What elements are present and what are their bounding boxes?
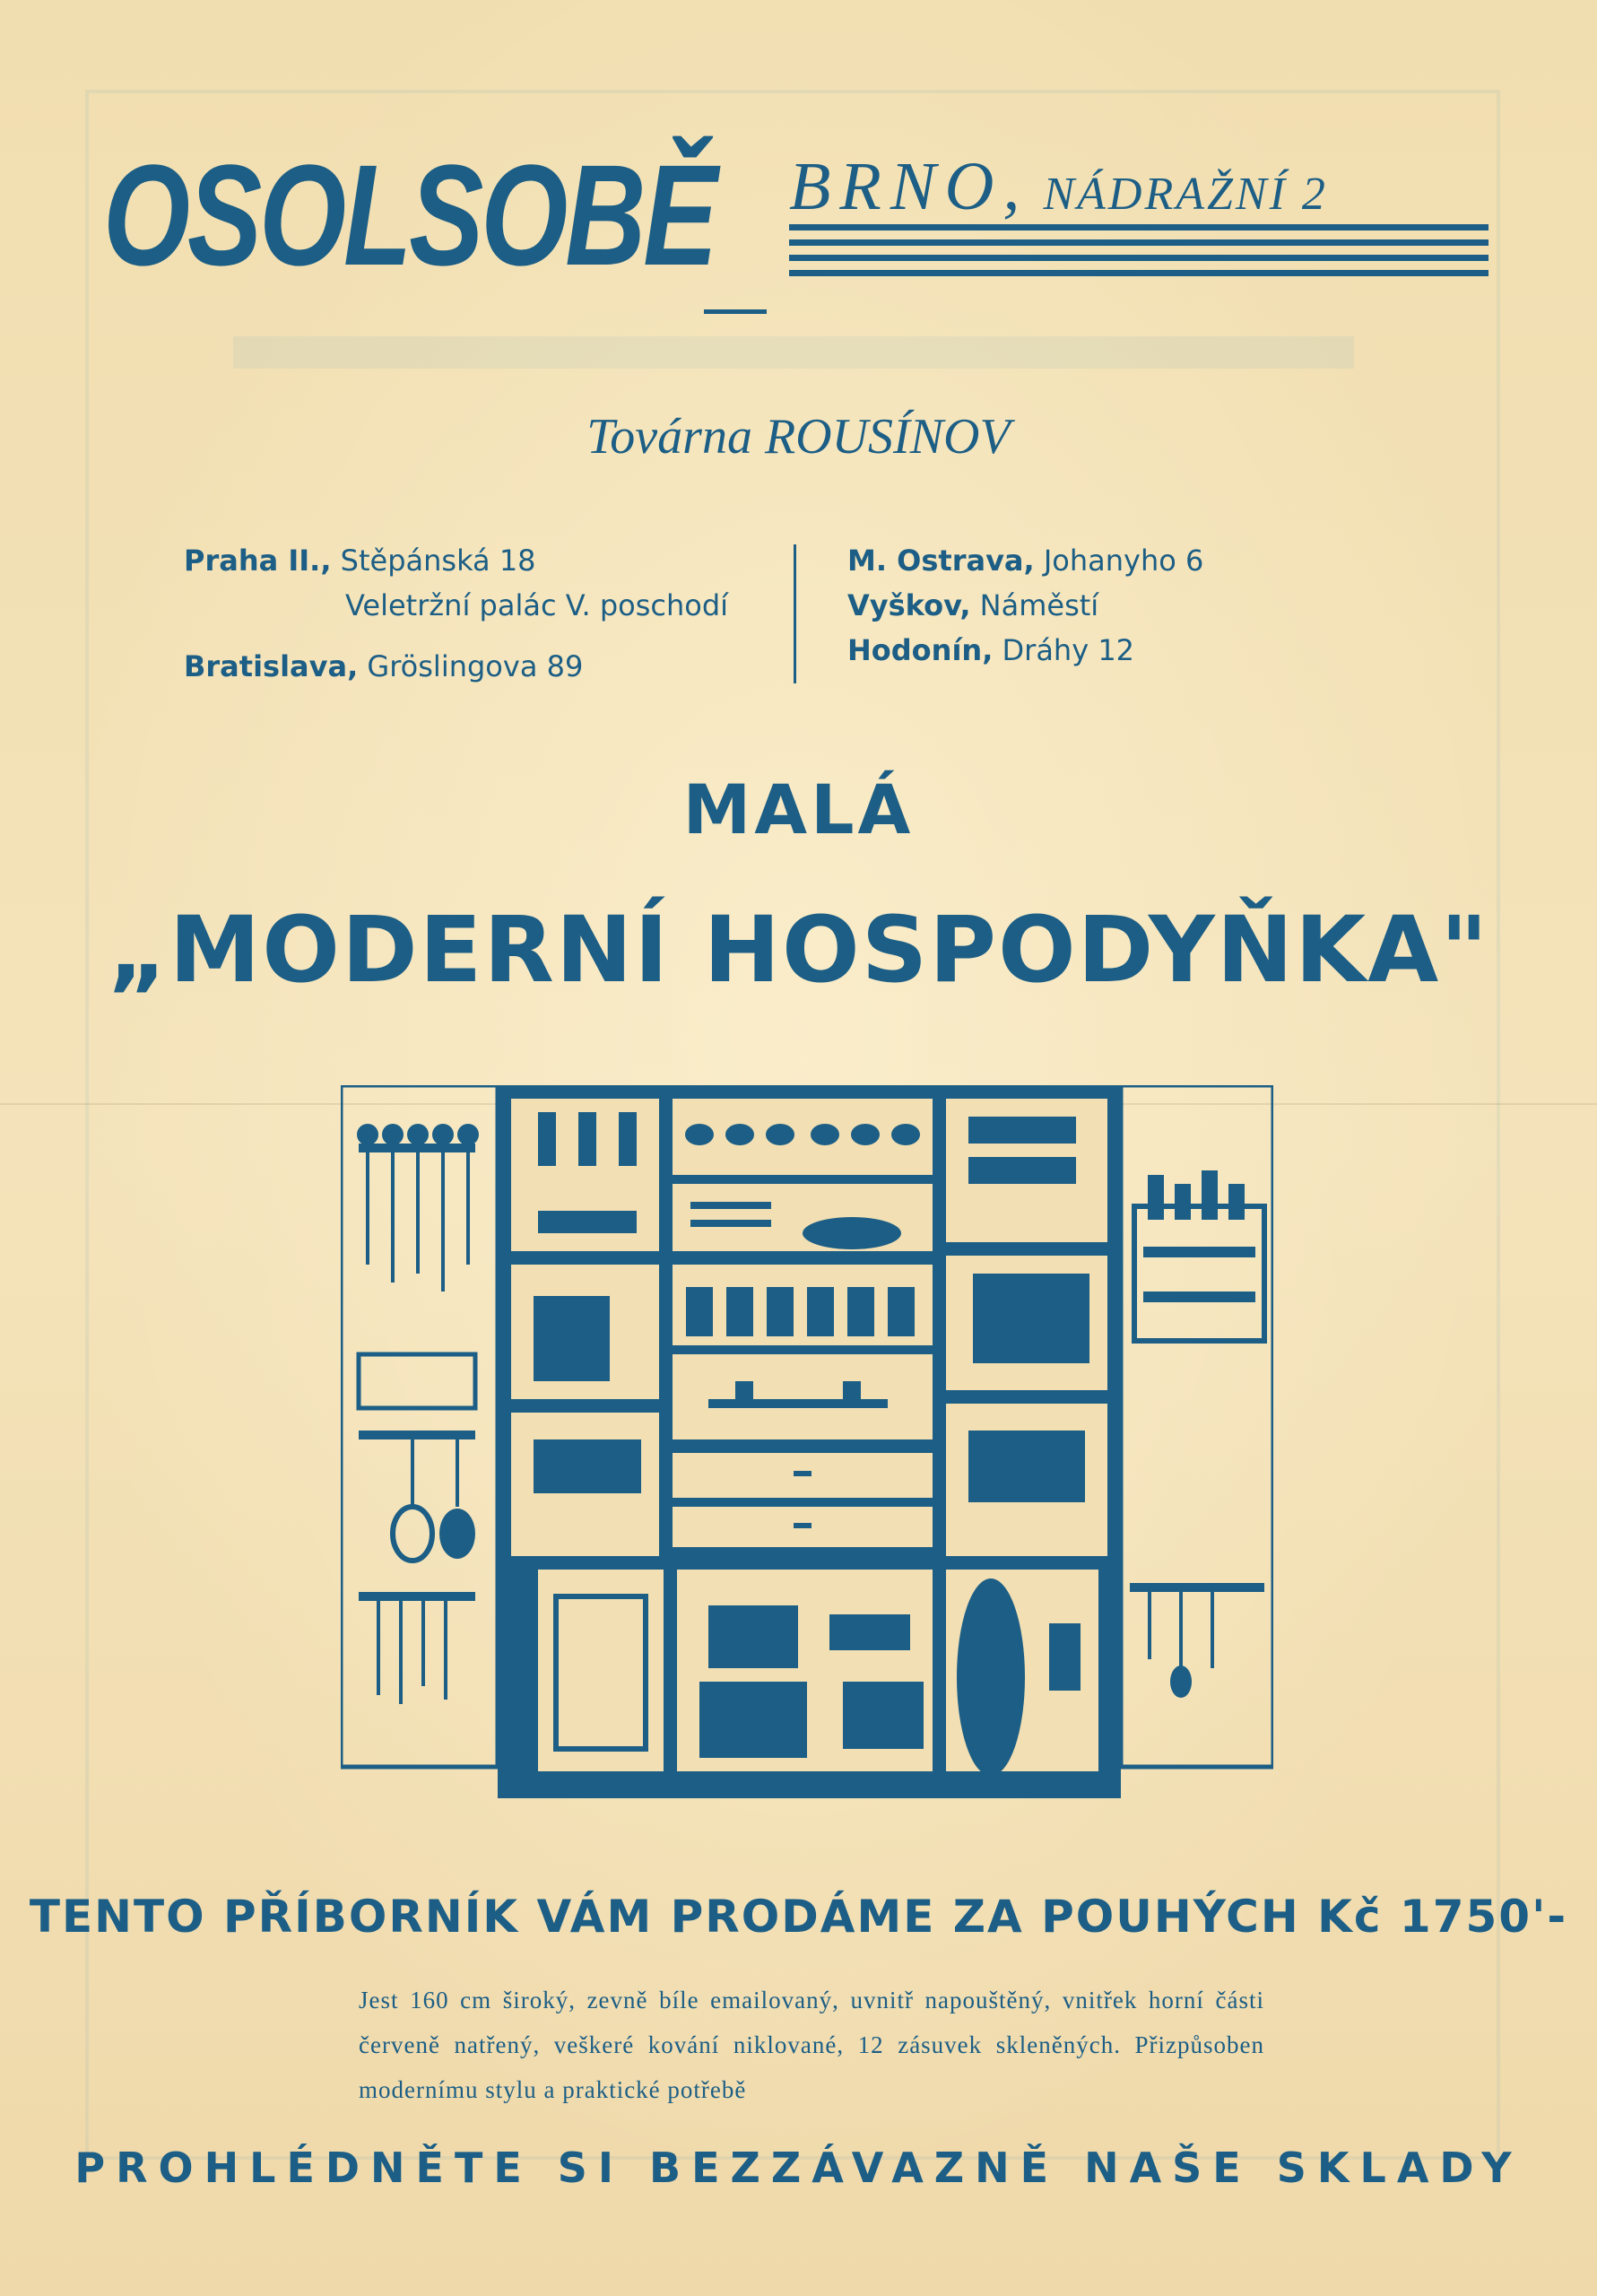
call-to-action: PROHLÉDNĚTE SI BEZZÁVAZNĚ NAŠE SKLADY bbox=[74, 2144, 1523, 2192]
branch-divider bbox=[794, 544, 796, 683]
title-big: „MODERNÍ HOSPODYŇKA" bbox=[107, 897, 1490, 1004]
branches-right bbox=[847, 538, 1203, 673]
branch-bratislava bbox=[184, 644, 728, 689]
stripe bbox=[789, 239, 1489, 246]
branch-city: Bratislava, bbox=[184, 649, 359, 683]
branch-praha-address2: Veletržní palác V. poschodí bbox=[345, 588, 729, 622]
address-street: NÁDRAŽNÍ 2 bbox=[1029, 169, 1328, 220]
branch-city: Vyškov, bbox=[847, 588, 971, 622]
branch-address: Johanyho 6 bbox=[1043, 544, 1204, 578]
branch-vyskov bbox=[847, 583, 1203, 628]
stripe bbox=[789, 270, 1489, 276]
branch-address: Dráhy 12 bbox=[1002, 633, 1135, 667]
header-stripes bbox=[789, 224, 1489, 285]
price-line: TENTO PŘÍBORNÍK VÁM PRODÁME ZA POUHÝCH Kč 1750'- bbox=[29, 1891, 1568, 1943]
factory-line: Továrna ROUSÍNOV bbox=[586, 409, 1011, 465]
stripe bbox=[789, 255, 1489, 261]
stripe bbox=[789, 224, 1489, 230]
branch-city: M. Ostrava, bbox=[847, 544, 1035, 578]
branch-hodonin bbox=[847, 628, 1203, 673]
header-address bbox=[789, 148, 1328, 226]
branch-city: Praha II., bbox=[184, 544, 332, 578]
branches-left bbox=[184, 538, 728, 689]
bleed-through-bar bbox=[233, 336, 1354, 369]
branch-address: Náměstí bbox=[979, 588, 1099, 622]
branch-praha bbox=[184, 538, 728, 583]
branch-ostrava bbox=[847, 538, 1203, 583]
brand-name: OSOLSOBĚ bbox=[103, 135, 716, 295]
branch-address: Gröslingova 89 bbox=[367, 649, 584, 683]
product-description: Jest 160 cm široký, zevně bíle emailovaný, uvnitř napouštěný, vnitřek horní části červeně natřený, veškeré kování niklované, 12 zásuvek skleněných. Přizpůsoben modernímu stylu a praktické potřebě bbox=[359, 1987, 1264, 2103]
branch-city: Hodonín, bbox=[847, 633, 994, 667]
branch-address: Stěpánská 18 bbox=[340, 544, 536, 578]
title-small: MALÁ bbox=[682, 770, 915, 849]
right-door bbox=[1121, 1085, 1273, 1767]
kitchen-cabinet-illustration bbox=[341, 1085, 1273, 1803]
brand-underline bbox=[704, 309, 767, 314]
address-city: BRNO, bbox=[789, 149, 1029, 224]
